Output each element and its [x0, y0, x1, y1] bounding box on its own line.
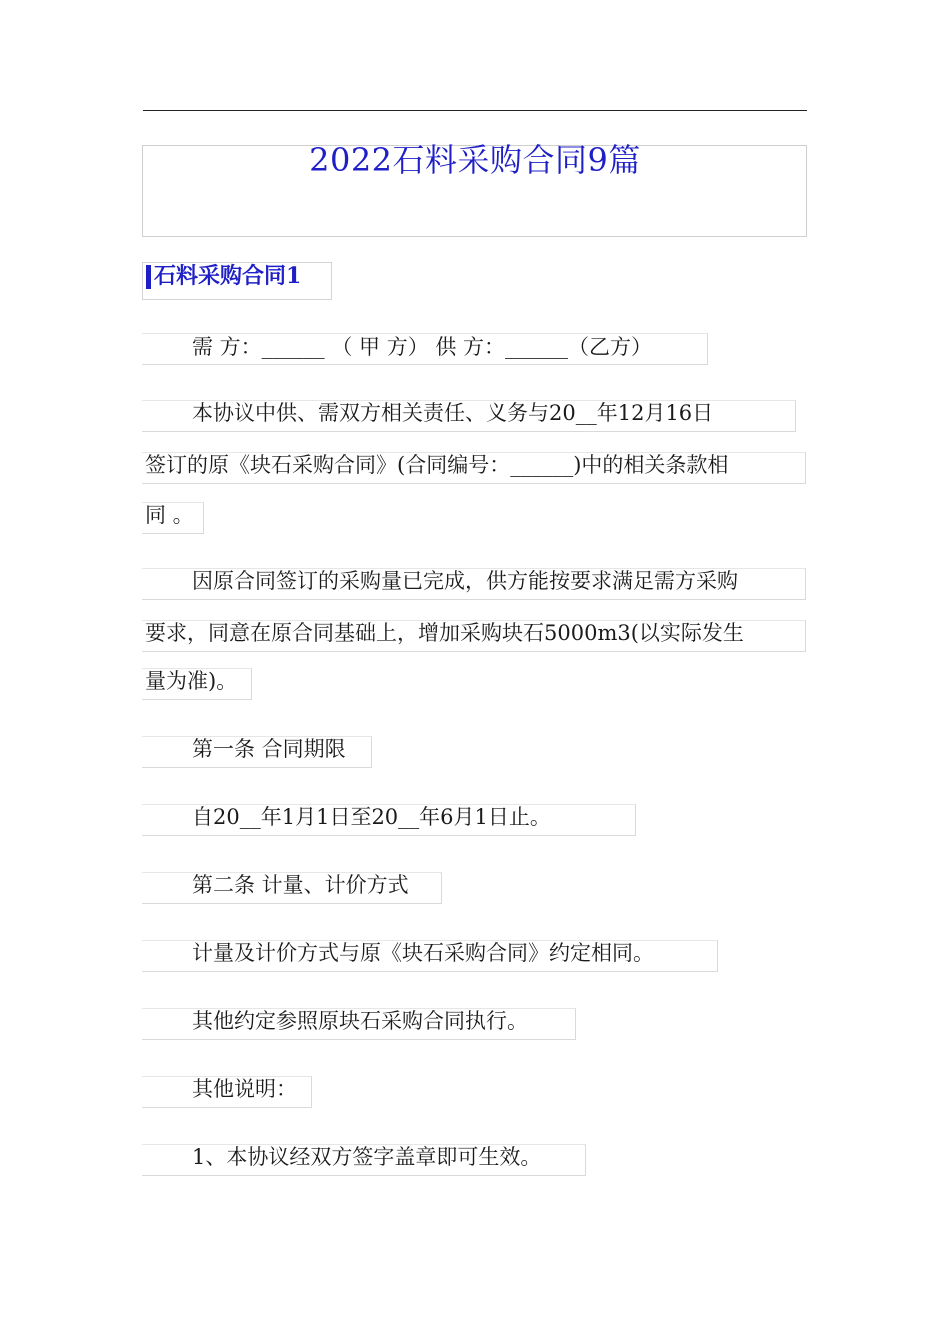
paragraph-line: 计量及计价方式与原《块石采购合同》约定相同。: [192, 941, 654, 965]
paragraph-line: 签订的原《块石采购合同》(合同编号：______)中的相关条款相: [145, 453, 729, 477]
paragraph-line: 本协议中供、需双方相关责任、义务与20__年12月16日: [192, 401, 714, 425]
header-rule: [143, 110, 807, 111]
paragraph-line: 同 。: [145, 503, 194, 527]
paragraph-line: 其他约定参照原块石采购合同执行。: [192, 1009, 528, 1033]
article-heading: 第一条 合同期限: [192, 737, 346, 761]
paragraph-line: 自20__年1月1日至20__年6月1日止。: [192, 805, 551, 829]
section-heading: 石料采购合同1: [154, 263, 302, 289]
paragraph-line: 要求，同意在原合同基础上，增加采购块石5000m3(以实际发生: [145, 621, 744, 645]
parties-line: 需 方：______ （ 甲 方） 供 方：______（乙方）: [192, 335, 653, 359]
paragraph-line: 量为准)。: [145, 669, 238, 693]
paragraph-line: 1、本协议经双方签字盖章即可生效。: [192, 1145, 542, 1169]
paragraph-line: 因原合同签订的采购量已完成，供方能按要求满足需方采购: [192, 569, 738, 593]
article-heading: 第二条 计量、计价方式: [192, 873, 409, 897]
document-title: 2022石料采购合同9篇: [309, 141, 641, 179]
section-heading-marker: [146, 265, 151, 289]
paragraph-line: 其他说明：: [192, 1077, 297, 1101]
